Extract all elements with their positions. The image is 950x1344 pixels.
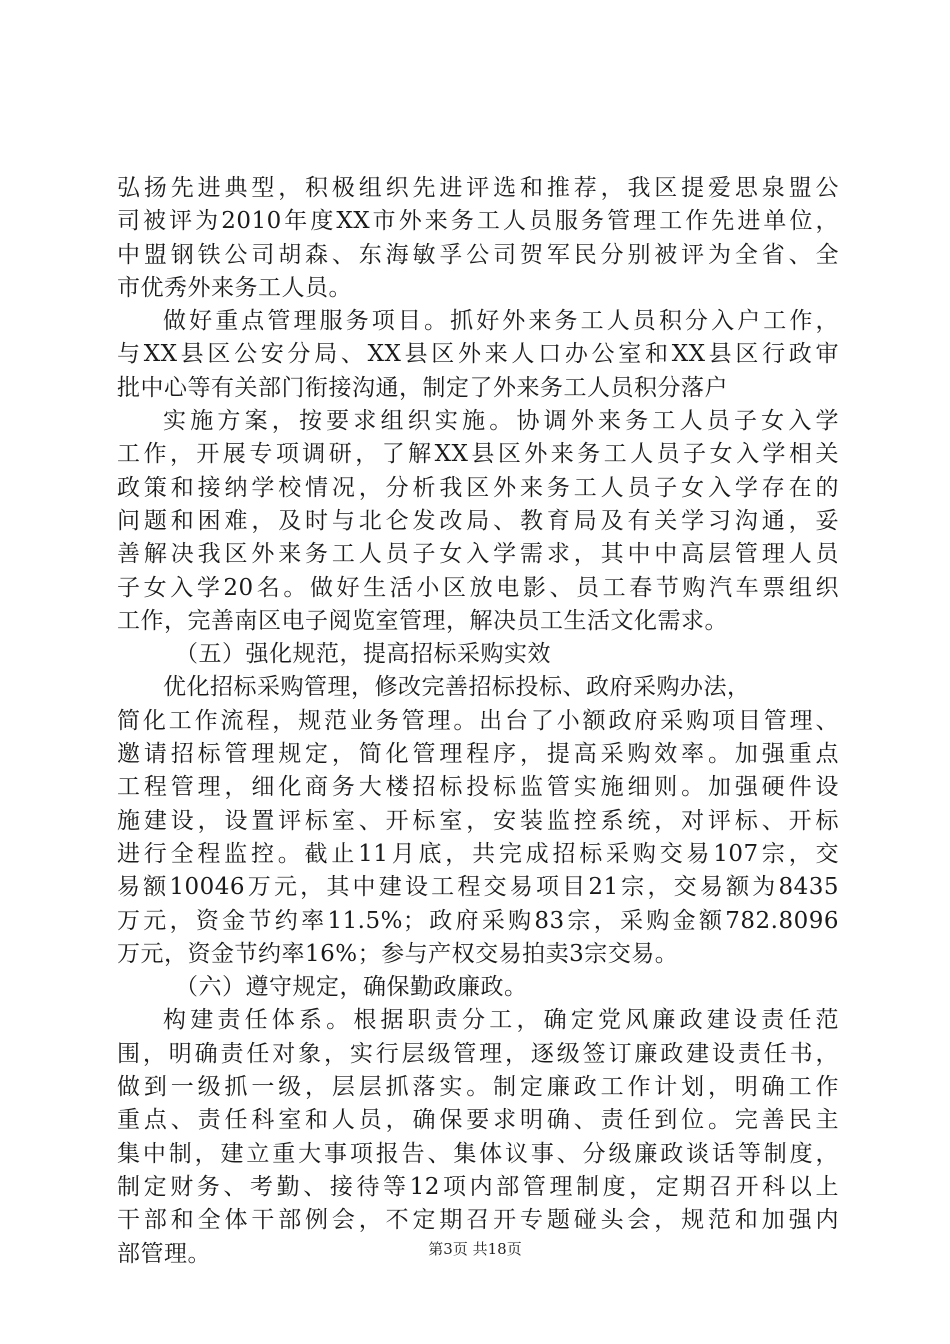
text-line: 施建设，设置评标室、开标室，安装监控系统，对评标、开标 — [117, 807, 839, 834]
text-line: 做好重点管理服务项目。抓好外来务工人员积分入户工作， — [163, 308, 839, 335]
text-line: 问题和困难，及时与北仑发改局、教育局及有关学习沟通，妥 — [117, 507, 839, 534]
text-line: 批中心等有关部门衔接沟通，制定了外来务工人员积分落户 — [117, 374, 728, 401]
text-line: 市优秀外来务工人员。 — [117, 274, 352, 301]
text-line: 进行全程监控。截止11月底，共完成招标采购交易107宗，交 — [117, 840, 839, 867]
text-line: 与XX县区公安分局、XX县区外来人口办公室和XX县区行政审 — [117, 341, 839, 368]
text-line: 构建责任体系。根据职责分工，确定党风廉政建设责任范 — [163, 1007, 839, 1034]
text-line: 政策和接纳学校情况，分析我区外来务工人员子女入学存在的 — [117, 474, 839, 501]
text-line: 制定财务、考勤、接待等12项内部管理制度，定期召开科以上 — [117, 1173, 839, 1200]
text-line: 中盟钢铁公司胡森、东海敏孚公司贺军民分别被评为全省、全 — [117, 241, 839, 268]
text-line: 工程管理，细化商务大楼招标投标监管实施细则。加强硬件设 — [117, 774, 839, 801]
page-number: 第3页 共18页 — [428, 1240, 522, 1258]
text-line: 干部和全体干部例会，不定期召开专题碰头会，规范和加强内 — [117, 1207, 839, 1234]
text-line: 弘扬先进典型，积极组织先进评选和推荐，我区提爱思泉盟公 — [117, 175, 839, 201]
section-heading: （六）遵守规定，确保勤政廉政。 — [175, 974, 528, 1001]
text-line: 简化工作流程，规范业务管理。出台了小额政府采购项目管理、 — [117, 707, 839, 734]
section-heading: （五）强化规范，提高招标采购实效 — [175, 641, 551, 668]
text-line: 部管理。 — [117, 1240, 211, 1267]
text-line: 邀请招标管理规定，简化管理程序，提高采购效率。加强重点 — [117, 741, 839, 768]
text-line: 善解决我区外来务工人员子女入学需求，其中中高层管理人员 — [117, 541, 839, 568]
text-line: 做到一级抓一级，层层抓落实。制定廉政工作计划，明确工作 — [117, 1074, 839, 1101]
text-line: 集中制，建立重大事项报告、集体议事、分级廉政谈话等制度， — [117, 1140, 839, 1167]
text-line: 围，明确责任对象，实行层级管理，逐级签订廉政建设责任书， — [117, 1040, 839, 1067]
document-body — [117, 172, 839, 1271]
text-line: 子女入学20名。做好生活小区放电影、员工春节购汽车票组织 — [117, 574, 839, 601]
text-line: 万元，资金节约率16%；参与产权交易拍卖3宗交易。 — [117, 940, 679, 967]
text-line: 实施方案，按要求组织实施。协调外来务工人员子女入学 — [163, 408, 839, 435]
text-line: 工作，完善南区电子阅览室管理，解决员工生活文化需求。 — [117, 607, 728, 634]
text-line: 易额10046万元，其中建设工程交易项目21宗，交易额为8435 — [117, 874, 839, 901]
text-line: 优化招标采购管理，修改完善招标投标、政府采购办法， — [163, 674, 751, 701]
text-line: 司被评为2010年度XX市外来务工人员服务管理工作先进单位， — [117, 208, 839, 235]
text-line: 万元，资金节约率11.5%；政府采购83宗，采购金额782.8096 — [117, 907, 839, 934]
text-line: 工作，开展专项调研，了解XX县区外来务工人员子女入学相关 — [117, 441, 839, 468]
text-line: 重点、责任科室和人员，确保要求明确、责任到位。完善民主 — [117, 1107, 839, 1134]
